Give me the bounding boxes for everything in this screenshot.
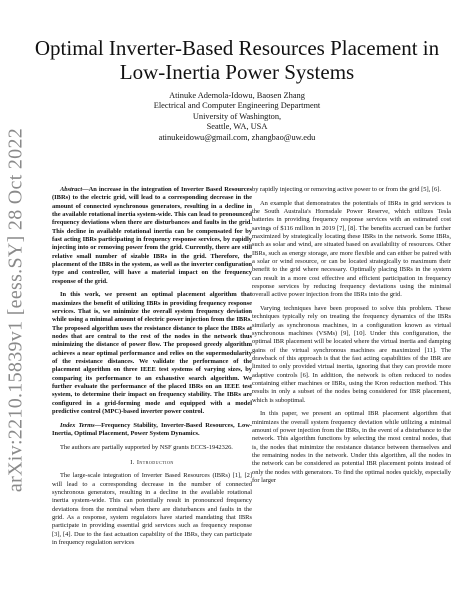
paper-title [0,36,474,84]
abstract-paragraph-2: In this work, we present an optimal placement algorithm that maximizes the benefit of utilizing IBRs in providing frequency response services. That is, we minimize the overall system frequency deviation while using a minimal amount of electric power injection from the IBRs. The proposed algorithm uses the resistance distance to place the IBRs at nodes that are central to the rest of the nodes in the network thus minimizing the distance of power flow. The proposed greedy algorithm achieves a near optimal performance and relies on the supermodularity of the resistance distances. We validate the performance of the placement algorithm on three IEEE test systems of varying sizes, by comparing its performance to an exhaustive search algorithm. We further evaluate the performance of the placed IBRs on an IEEE test system, to determine their impact on frequency stability. The IBRs are configured in a grid-forming mode and equipped with a model predictive control (MPC)-based inverter power control. [52,291,252,416]
funding-note: The authors are partially supported by NSF grants ECCS-1942326. [60,443,233,451]
abstract-paragraph-1 [52,186,252,286]
author-block [0,91,474,143]
section-heading-introduction: I. Introduction [130,458,174,466]
abstract-text: —An increase in the integration of Inverter Based Resources (IBRs) to the electric grid, will lead to a corresponding decrease in the amount of connected synchronous generators, resulting in a decline in the available rotational inertia system-wide. This can lead to pronounced frequency deviations when there are disturbances and faults in the grid. This decline in available rotational inertia can be compensated for by fast acting IBRs participating in frequency response services, by rapidly injecting into or removing power from the grid. Currently, there are still relative small number of sizable IBRs in the grid. Therefore, the placement of the IBRs in the system, as well as the inverter configuration type and controller, will have a material impact on the frequency response of the grid. [52,186,252,285]
author-city: Seattle, WA, USA [206,122,268,132]
right-column [252,186,451,490]
intro-paragraph-1: The large-scale integration of Inverter Based Resources (IBRs) [1], [2] will lead to a corresponding decrease in the number of connected synchronous generators, resulting in a decline in the available rotational inertia system-wide. This can potentially result in pronounced frequency deviations from the nominal when there are disturbances and faults in the grid. As a response, system regulators have started mandating that IBRs participate in providing essential grid services such as frequency response [3], [4]. Due to the fast actuation capability of the IBRs, they can participate in frequency regulation services [52,472,252,546]
author-email: atinukeidowu@gmail.com, zhangbao@uw.edu [158,132,316,142]
intro-paragraph-3: Varying techniques have been proposed to solve this problem. These techniques typically rely on treating the frequency dynamics of the IBRs similarly as synchronous machines, in a configuration known as virtual synchronous machines (VSMs) [9], [10]. Under this configuration, the optimal IBR placement will be located where the virtual inertia and damping gains of the virtual synchronous machines are maximized [11]. The drawback of this approach is that the fast acting capabilities of the IBR are limited to only provided virtual inertia, ignoring that they can provide more adaptive controls [6]. In addition, the network is often reduced to nodes containing either machines or IBRs, using the Kron reduction method. This results in only a subset of the nodes being considered for IBR placement, which is suboptimal. [252,304,451,404]
intro-paragraph-2: An example that demonstrates the potentials of IBRs in grid services is the South Australia's Hornsdale Power Reserve, which utilizes Tesla batteries in providing frequency response services with an estimated cost savings of $116 million in 2019 [7], [8]. The benefits accrued can be further maximized by strategically locating these IBRs in the network. Some IBRs, such as solar and wind, are situated based on availability of resources. Other IBRs, such as energy storage, are more flexible and can either be paired with a solar or wind resource, or can be located strategically to maximum their benefit to the grid where necessary. Optimally placing IBRs in the system can result in a more cost effective and efficient participation in frequency response services by reducing frequency deviations using the minimal overall active power injection from the IBRs into the grid. [252,199,451,299]
index-terms [52,422,252,439]
index-terms-text: —Frequency Stability, Inverter-Based Resources, Low-Inertia, Optimal Placement, Power System Dynamics. [52,421,252,437]
title-line-1: Optimal Inverter-Based Resources Placement in [34,36,440,60]
arxiv-identifier: arXiv:2210.15839v1 [eess.SY] 28 Oct 2022 [4,127,27,493]
author-department: Electrical and Computer Engineering Department [153,101,321,111]
title-line-2: Low-Inertia Power Systems [119,60,355,84]
intro-continuation: by rapidly injecting or removing active power to or from the grid [5], [6]. [252,186,441,193]
index-terms-label: Index Terms [60,421,95,429]
abstract-label: Abstract [60,186,83,193]
author-names: Atinuke Ademola-Idowu, Baosen Zhang [169,91,305,100]
intro-paragraph-4: In this paper, we present an optimal IBR placement algorithm that minimizes the overall system frequency deviation while utilizing a minimal amount of power injection from the IBRs, in the event of a disturbance to the network. This algorithm functions by selecting the most central nodes, that is, the nodes that minimize the resistance distance between themselves and the remaining nodes in the network. Under this algorithm, all the nodes in the network can be considered as potential IBR placement points instead of only the nodes with generators. To find the optimal nodes quickly, especially for larger [252,410,451,484]
left-column [52,186,252,553]
author-university: University of Washington, [192,111,282,121]
